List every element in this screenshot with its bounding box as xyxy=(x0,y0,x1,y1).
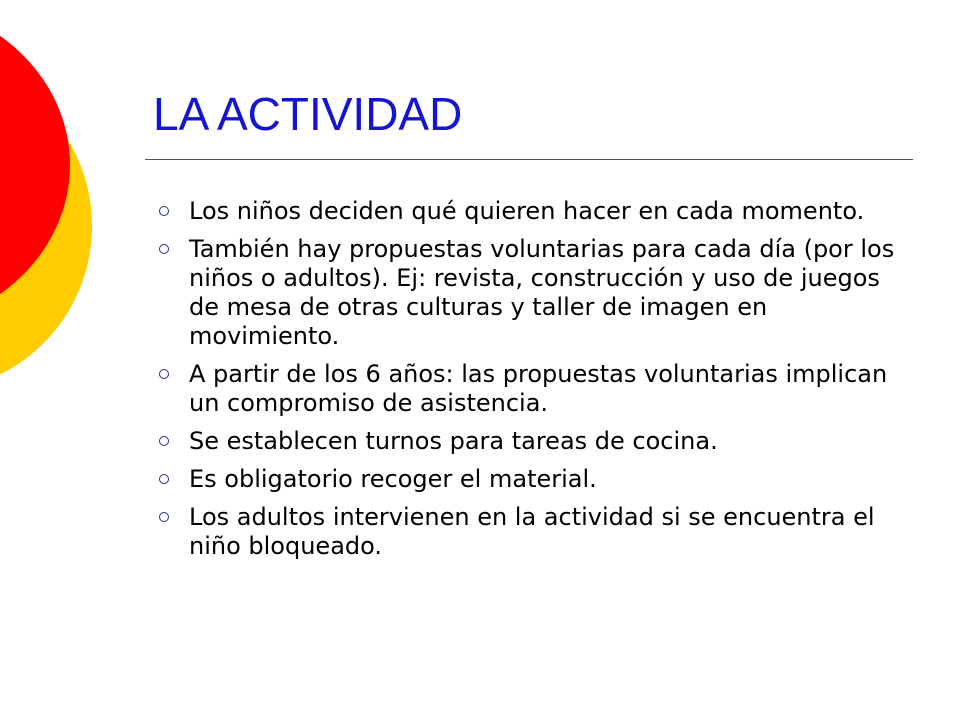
bullet-circle-icon xyxy=(159,474,169,484)
bullet-text: A partir de los 6 años: las propuestas voluntarias implican un compromiso de asistencia. xyxy=(189,360,888,417)
bullet-item xyxy=(155,197,900,226)
bullet-item xyxy=(155,503,900,561)
bullet-circle-icon xyxy=(159,369,169,379)
slide-title: LA ACTIVIDAD xyxy=(153,88,463,140)
bullet-item xyxy=(155,427,900,456)
bullet-text: Los niños deciden qué quieren hacer en cada momento. xyxy=(189,197,865,225)
bullet-text: Se establecen turnos para tareas de cocina. xyxy=(189,427,718,455)
bullet-circle-icon xyxy=(159,206,169,216)
bullet-circle-icon xyxy=(159,244,169,254)
bullet-text: También hay propuestas voluntarias para cada día (por los niños o adultos). Ej: revista, construcción y uso de juegos de mesa de otras culturas y taller de imagen en movimiento. xyxy=(189,235,895,350)
bullet-item xyxy=(155,465,900,494)
bullet-text: Es obligatorio recoger el material. xyxy=(189,465,597,493)
bullet-item xyxy=(155,360,900,418)
bullet-circle-icon xyxy=(159,436,169,446)
bullet-list xyxy=(155,197,900,570)
bullet-item xyxy=(155,235,900,351)
bullet-text: Los adultos intervienen en la actividad si se encuentra el niño bloqueado. xyxy=(189,503,875,560)
title-divider xyxy=(145,159,913,160)
bullet-circle-icon xyxy=(159,512,169,522)
